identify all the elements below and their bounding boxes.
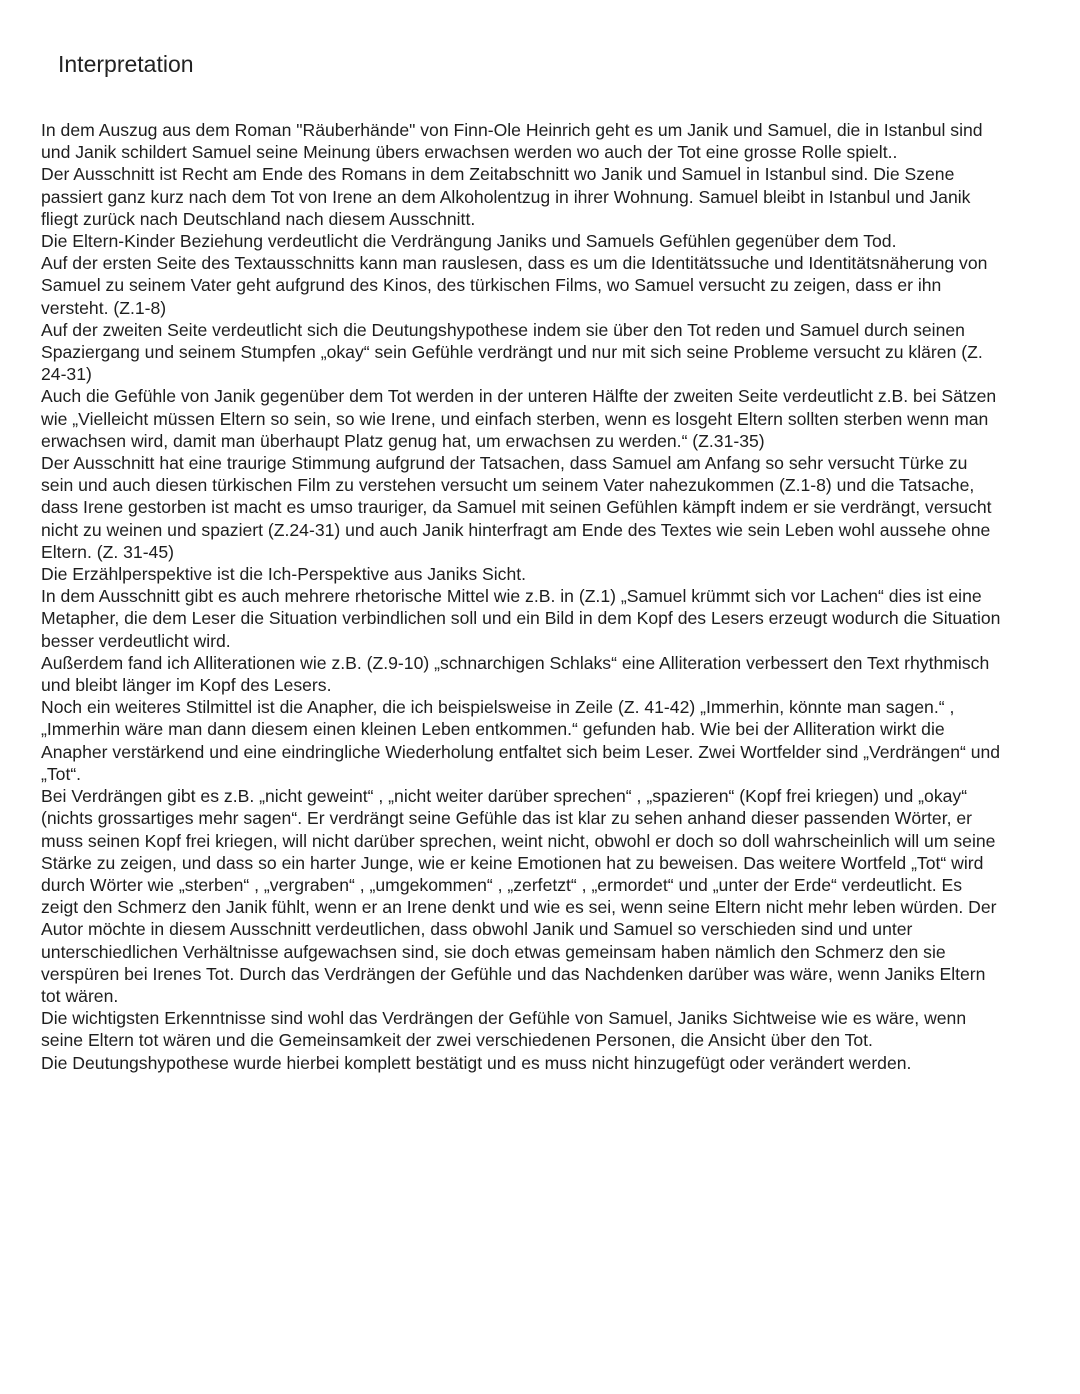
paragraph-placement: Der Ausschnitt ist Recht am Ende des Romans in dem Zeitabschnitt wo Janik und Samuel in Istanbul sind. Die Szene passiert ganz kurz nach dem Tot von Irene an dem Alkoholentzug in ihrer Wohnung. Samuel bleibt in Istanbul und Janik fliegt zurück nach Deutschland nach diesem Ausschnitt. bbox=[41, 164, 971, 229]
paragraph-introduction: In dem Auszug aus dem Roman "Räuberhände" von Finn-Ole Heinrich geht es um Janik und Samuel, die in Istanbul sind und Janik schildert Samuel seine Meinung übers erwachsen werden wo auch der Tot eine grosse Rolle spielt.. bbox=[41, 120, 983, 163]
paragraph-word-fields: Bei Verdrängen gibt es z.B. „nicht geweint“ , „nicht weiter darüber sprechen“ , „spazieren“ (Kopf frei kriegen) und „okay“ (nichts grossartiges mehr sagen“. Er verdrängt seine Gefühle das ist klar zu sehen anhand dieser passenden Wörter, er muss seinen Kopf frei kriegen, will nicht darüber sprechen, weint nicht, obwohl er doch so doll wahrscheinlich will um seine Stärke zu zeigen, und dass so ein harter Junge, wie er keine Emotionen hat zu beweisen. Das weitere Wortfeld „Tot“ wird durch Wörter wie „sterben“ , „vergraben“ , „umgekommen“ , „zerfetzt“ , „ermordet“ und „unter der Erde“ verdeutlicht. Es zeigt den Schmerz den Janik fühlt, wenn er an Irene denkt und wie es sei, wenn seine Eltern nicht mehr leben würden. Der Autor möchte in diesem Ausschnitt verdeutlichen, dass obwohl Janik und Samuel so verschieden sind und unter unterschiedlichen Verhältnisse aufgewachsen sind, sie doch etwas gemeinsam haben nämlich den Schmerz den sie verspüren bei Irenes Tot. Durch das Verdrängen der Gefühle und das Nachdenken darüber was wäre, wenn Janiks Eltern tot wären. bbox=[41, 786, 997, 1006]
document-title: Interpretation bbox=[58, 51, 194, 77]
paragraph-mood: Der Ausschnitt hat eine traurige Stimmung aufgrund der Tatsachen, dass Samuel am Anfang so sehr versucht Türke zu sein und auch diesen türkischen Film zu verstehen versucht um seinem Vater nahezukommen (Z.1-8) und die Tatsache, dass Irene gestorben ist macht es umso trauriger, da Samuel mit seinen Gefühlen kämpft indem er sie verdrängt, versucht nicht zu weinen und spaziert (Z.24-31) und auch Janik hinterfragt am Ende des Textes wie sein Leben wohl aussehe ohne Eltern. (Z. 31-45) bbox=[41, 453, 992, 562]
paragraph-perspective: Die Erzählperspektive ist die Ich-Perspektive aus Janiks Sicht. bbox=[41, 564, 527, 585]
paragraph-findings: Die wichtigsten Erkenntnisse sind wohl das Verdrängen der Gefühle von Samuel, Janiks Sichtweise wie es wäre, wenn seine Eltern tot wären und die Gemeinsamkeit der zwei verschiedenen Personen, die Ansicht über den Tot. bbox=[41, 1008, 967, 1051]
paragraph-anaphora: Noch ein weiteres Stilmittel ist die Anapher, die ich beispielsweise in Zeile (Z. 41-42) „Immerhin, könnte man sagen.“ , „Immerhin wäre man dann diesem einen kleinen Leben entkommen.“ gefunden hab. Wie bei der Alliteration wirkt die Anapher verstärkend und eine eindringliche Wiederholung entfaltet sich beim Leser. Zwei Wortfelder sind „Verdrängen“ und „Tot“. bbox=[41, 697, 1001, 784]
paragraph-alliteration: Außerdem fand ich Alliterationen wie z.B. (Z.9-10) „schnarchigen Schlaks“ eine Alliteration verbessert den Text rhythmisch und bleibt länger im Kopf des Lesers. bbox=[41, 652, 990, 696]
paragraph-metaphor: In dem Ausschnitt gibt es auch mehrere rhetorische Mittel wie z.B. in (Z.1) „Samuel krümmt sich vor Lachen“ dies ist eine Metapher, die dem Leser die Situation verbindlichen soll und ein Bild in dem Kopf des Lesers erzeugt wodurch die Situation besser verdeutlicht wird. bbox=[41, 586, 1001, 651]
paragraph-janik-feelings: Auch die Gefühle von Janik gegenüber dem Tot werden in der unteren Hälfte der zweiten Seite verdeutlicht z.B. bei Sätzen wie „Vielleicht müssen Eltern so sein, so wie Irene, und einfach sterben, wenn es losgeht Eltern sollten sterben wenn man erwachsen wird, damit man überhaupt Platz genug hat, um erwachsen zu werden.“ (Z.31-35) bbox=[41, 386, 997, 451]
paragraph-first-page: Auf der ersten Seite des Textausschnitts kann man rauslesen, dass es um die Identitätssuche und Identitätsnäherung von Samuel zu seinem Vater geht aufgrund des Kinos, des türkischen Films, wo Samuel versucht zu zeigen, dass er ihn versteht. (Z.1-8) bbox=[41, 253, 988, 318]
document-body bbox=[41, 119, 1001, 1074]
paragraph-conclusion: Die Deutungshypothese wurde hierbei komplett bestätigt und es muss nicht hinzugefügt oder verändert werden. bbox=[41, 1052, 912, 1073]
paragraph-second-page: Auf der zweiten Seite verdeutlicht sich die Deutungshypothese indem sie über den Tot reden und Samuel durch seinen Spaziergang und seinem Stumpfen „okay“ sein Gefühle verdrängt und nur mit sich seine Probleme versucht zu klären (Z. 24-31) bbox=[41, 319, 983, 385]
paragraph-hypothesis: Die Eltern-Kinder Beziehung verdeutlicht die Verdrängung Janiks und Samuels Gefühlen gegenüber dem Tod. bbox=[41, 231, 897, 252]
